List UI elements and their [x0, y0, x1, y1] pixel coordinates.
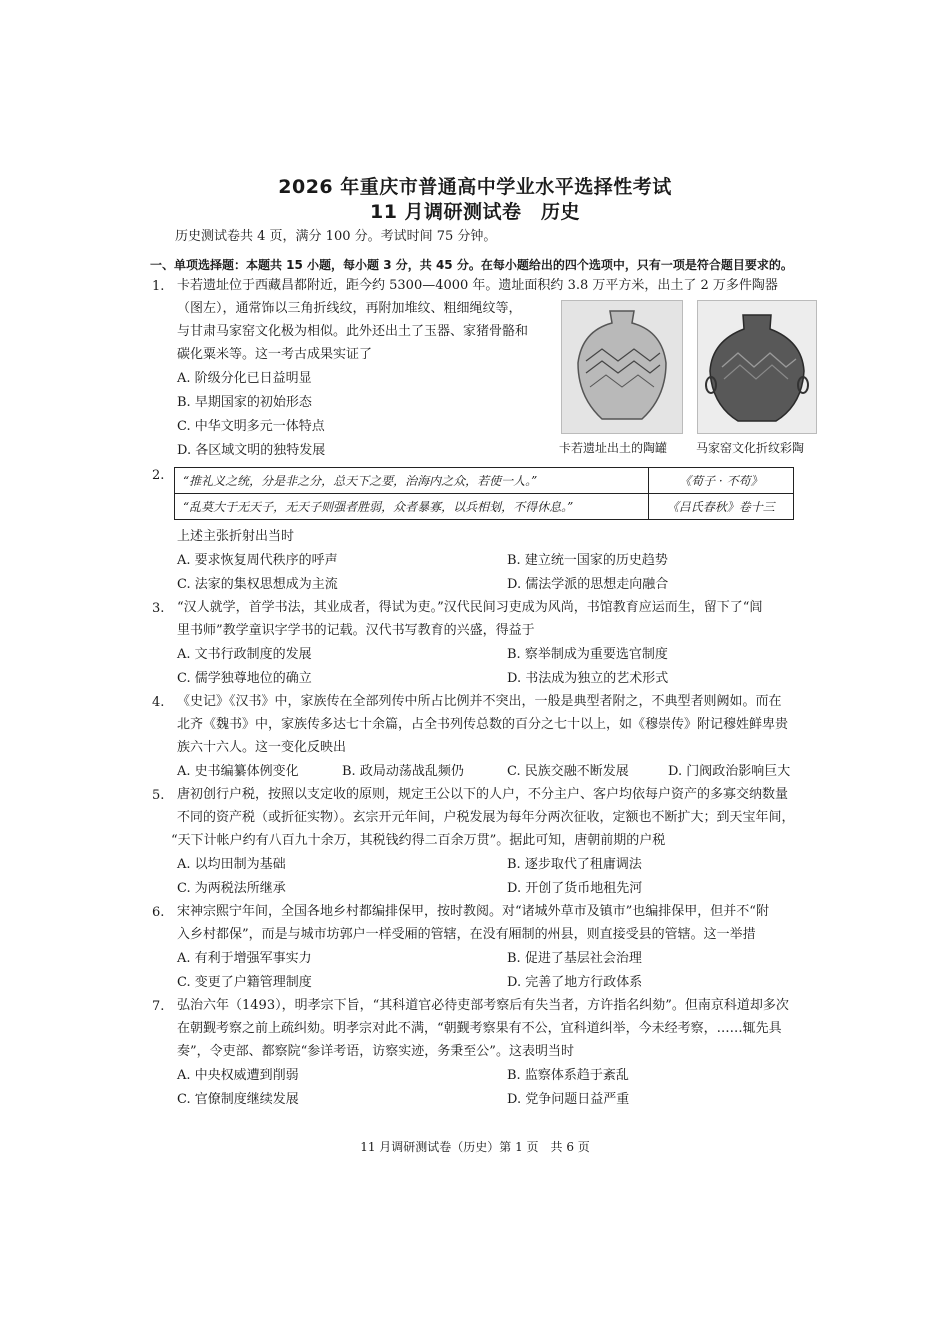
section-heading: 一、单项选择题：本题共 15 小题，每小题 3 分，共 45 分。在每小题给出的四个选项中，只有一项是符合题目要求的。: [150, 258, 793, 272]
question-text-line: 上述主张折射出当时: [177, 529, 295, 544]
exam-info: 历史测试卷共 4 页，满分 100 分。考试时间 75 分钟。: [175, 229, 497, 244]
option-d[interactable]: D. 开创了货币地租先河: [507, 881, 643, 896]
option-b[interactable]: B. 政局动荡战乱频仍: [342, 764, 464, 779]
option-b[interactable]: B. 建立统一国家的历史趋势: [507, 553, 668, 568]
option-a[interactable]: A. 文书行政制度的发展: [177, 647, 312, 662]
question-text-line: 奏”，令吏部、都察院“参详考语，访察实迹，务秉至公”。这表明当时: [177, 1044, 574, 1059]
figure-caption-left: 卡若遗址出土的陶罐: [559, 441, 668, 455]
quote-cell: “推礼义之统，分是非之分，总天下之要，治海内之众，若使一人。”: [175, 468, 649, 494]
option-c[interactable]: C. 中华文明多元一体特点: [177, 419, 325, 434]
painted-pottery-illustration: [698, 301, 816, 433]
option-d[interactable]: D. 党争问题日益严重: [507, 1092, 630, 1107]
question-text-line: 族六十六人。这一变化反映出: [177, 740, 347, 755]
question-text-line: 在朝觐考察之前上疏纠劾。明孝宗对此不满，“朝觐考察果有不公，宜科道纠举，今未经考察，……辄先具: [177, 1021, 782, 1036]
question-text-line: 《史记》《汉书》中，家族传在全部列传中所占比例并不突出，一般是典型者附之，不典型者则阙如。而在: [177, 694, 782, 709]
question-text-line: （图左），通常饰以三角折线纹，再附加堆纹、粗细绳纹等，: [177, 301, 522, 316]
page-footer: 11 月调研测试卷（历史）第 1 页 共 6 页: [360, 1140, 590, 1154]
question-number: 7.: [152, 999, 165, 1014]
question-number: 1.: [152, 279, 165, 294]
question-text-line: 卡若遗址位于西藏昌都附近，距今约 5300—4000 年。遗址面积约 3.8 万平方米，出土了 2 万多件陶器: [177, 278, 778, 293]
option-b[interactable]: B. 逐步取代了租庸调法: [507, 857, 642, 872]
quotation-table: [174, 467, 794, 520]
option-b[interactable]: B. 察举制成为重要选官制度: [507, 647, 668, 662]
option-d[interactable]: D. 书法成为独立的艺术形式: [507, 671, 669, 686]
exam-title-line1: 2026 年重庆市普通高中学业水平选择性考试: [278, 176, 672, 198]
karuo-pottery-jar-photo: [561, 300, 683, 434]
question-text-line: 宋神宗熙宁年间，全国各地乡村都编排保甲，按时教阅。对“诸城外草市及镇市”也编排保甲，但并不“附: [177, 904, 769, 919]
option-d[interactable]: D. 完善了地方行政体系: [507, 975, 643, 990]
question-number: 6.: [152, 905, 165, 920]
option-c[interactable]: C. 官僚制度继续发展: [177, 1092, 299, 1107]
source-cell: 《吕氏春秋》卷十三: [648, 494, 793, 520]
option-c[interactable]: C. 儒学独尊地位的确立: [177, 671, 312, 686]
quote-cell: “乱莫大于无天子，无天子则强者胜弱，众者暴寡，以兵相刬，不得休息。”: [175, 494, 649, 520]
table-row: [175, 468, 794, 494]
option-d[interactable]: D. 各区域文明的独特发展: [177, 443, 326, 458]
option-c[interactable]: C. 民族交融不断发展: [507, 764, 629, 779]
option-c[interactable]: C. 为两税法所继承: [177, 881, 286, 896]
option-a[interactable]: A. 史书编纂体例变化: [177, 764, 299, 779]
exam-title-line2: 11 月调研测试卷 历史: [369, 201, 581, 223]
option-d[interactable]: D. 儒法学派的思想走向融合: [507, 577, 669, 592]
pottery-jar-illustration: [562, 301, 682, 433]
question-text-line: 北齐《魏书》中，家族传多达七十余篇，占全书列传总数的百分之七十以上，如《穆崇传》附记穆姓鲜卑贵: [177, 717, 789, 732]
table-row: [175, 494, 794, 520]
option-b[interactable]: B. 促进了基层社会治理: [507, 951, 642, 966]
option-b[interactable]: B. 早期国家的初始形态: [177, 395, 312, 410]
question-text-line: 里书师”教学童识字学书的记载。汉代书写教育的兴盛，得益于: [177, 623, 535, 638]
majiayao-painted-pottery-photo: [697, 300, 817, 434]
question-text-line: 不同的资产税（或折征实物）。玄宗开元年间，户税发展为每年分两次征收，定额也不断扩大；到天宝年间，: [177, 810, 795, 825]
figure-caption-right: 马家窑文化折纹彩陶: [696, 441, 805, 455]
source-cell: 《荀子 · 不苟》: [648, 468, 793, 494]
option-d[interactable]: D. 门阀政治影响巨大: [668, 764, 791, 779]
question-number: 5.: [152, 788, 165, 803]
option-a[interactable]: A. 以均田制为基础: [177, 857, 286, 872]
question-number: 3.: [152, 601, 165, 616]
question-text-line: 与甘肃马家窑文化极为相似。此外还出土了玉器、家猪骨骼和: [177, 324, 529, 339]
option-a[interactable]: A. 要求恢复周代秩序的呼声: [177, 553, 338, 568]
question-text-line: 唐初创行户税，按照以支定收的原则，规定王公以下的人户，不分主户、客户均依每户资产的多寡交纳数量: [177, 787, 789, 802]
question-number: 2.: [152, 468, 165, 483]
option-c[interactable]: C. 法家的集权思想成为主流: [177, 577, 338, 592]
option-b[interactable]: B. 监察体系趋于紊乱: [507, 1068, 629, 1083]
question-text-line: 入乡村都保”，而是与城市坊郭户一样受厢的管辖，在没有厢制的州县，则直接受县的管辖。这一举措: [177, 927, 756, 942]
question-number: 4.: [152, 695, 165, 710]
option-a[interactable]: A. 中央权威遭到削弱: [177, 1068, 299, 1083]
question-text-line: “汉人就学，首学书法，其业成者，得试为吏。”汉代民间习吏成为风尚，书馆教育应运而生，留下了“闾: [177, 600, 763, 615]
question-text-line: 弘治六年（1493），明孝宗下旨，“其科道官必待吏部考察后有失当者，方许指名纠劾”。但南京科道却多次: [177, 998, 789, 1013]
question-text-line: 碳化粟米等。这一考古成果实证了: [177, 347, 373, 362]
option-a[interactable]: A. 有利于增强军事实力: [177, 951, 312, 966]
option-c[interactable]: C. 变更了户籍管理制度: [177, 975, 312, 990]
option-a[interactable]: A. 阶级分化已日益明显: [177, 371, 312, 386]
question-text-line: “天下计帐户约有八百九十余万，其税钱约得二百余万贯”。据此可知，唐朝前期的户税: [171, 833, 666, 848]
